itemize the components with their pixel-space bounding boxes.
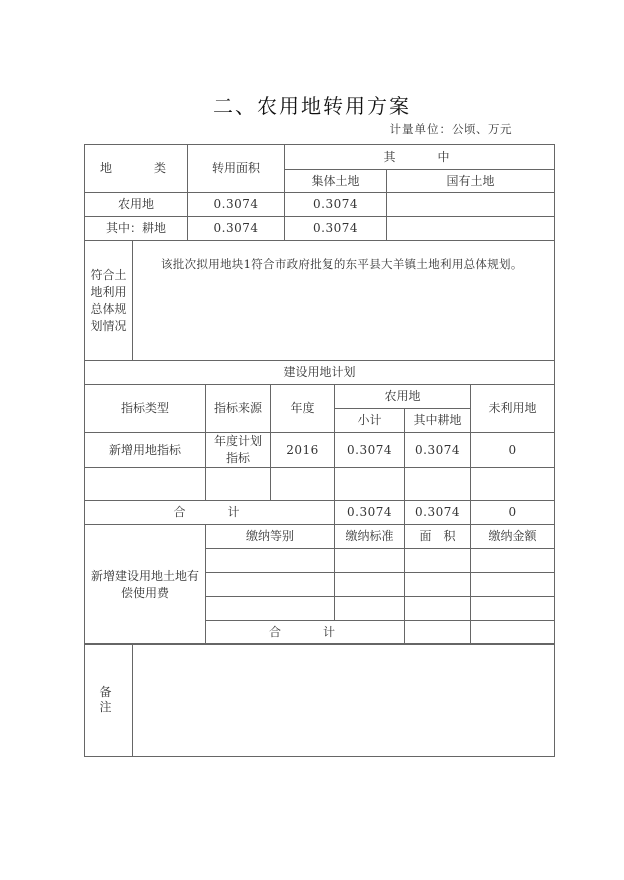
cell-indicator-type [85, 468, 206, 501]
row-label: 农用地 [85, 193, 188, 217]
header-conversion-area: 转用面积 [188, 145, 285, 193]
total-row [85, 501, 555, 525]
header-fee-amount: 缴纳金额 [471, 525, 555, 549]
unit-label: 计量单位： [389, 122, 452, 136]
header-indicator-type: 指标类型 [85, 385, 206, 433]
row-state [387, 217, 555, 241]
cell-subtotal: 0.3074 [335, 433, 405, 468]
construction-plan-title: 建设用地计划 [85, 361, 555, 385]
cell-subtotal [335, 468, 405, 501]
row-state [387, 193, 555, 217]
cell-indicator-source: 年度计划指标 [206, 433, 271, 468]
plan-compliance-label: 符合土地利用总体规划情况 [85, 241, 133, 361]
plan-compliance-text: 该批次拟用地块1符合市政府批复的东平县大羊镇土地利用总体规划。 [133, 241, 555, 361]
cell-cultivated [405, 468, 471, 501]
cell-year [271, 468, 335, 501]
construction-plan-table [84, 360, 555, 645]
remarks-label: 备 注 [85, 644, 133, 757]
total-unused: 0 [471, 501, 555, 525]
header-land-type: 地 类 [85, 145, 188, 193]
table-row [85, 468, 555, 501]
row-area: 0.3074 [188, 193, 285, 217]
total-label: 合 计 [85, 501, 335, 525]
fee-total-label: 合 计 [206, 621, 405, 645]
measurement-unit [390, 121, 513, 137]
row-area: 0.3074 [188, 217, 285, 241]
cell-unused [471, 468, 555, 501]
table-row [85, 193, 555, 217]
header-year: 年度 [271, 385, 335, 433]
row-collective: 0.3074 [285, 217, 387, 241]
page-title: 二、农用地转用方案 [213, 94, 411, 118]
cell-unused: 0 [471, 433, 555, 468]
cell-year: 2016 [271, 433, 335, 468]
header-unused-land: 未利用地 [471, 385, 555, 433]
header-fee-grade: 缴纳等别 [206, 525, 335, 549]
total-subtotal: 0.3074 [335, 501, 405, 525]
table-row [85, 433, 555, 468]
cell-indicator-type: 新增用地指标 [85, 433, 206, 468]
header-farmland: 农用地 [335, 385, 471, 409]
cell-cultivated: 0.3074 [405, 433, 471, 468]
row-label: 其中：耕地 [85, 217, 188, 241]
header-state-land: 国有土地 [387, 170, 555, 193]
table-row [85, 217, 555, 241]
unit-value: 公顷、万元 [452, 122, 512, 136]
row-collective: 0.3074 [285, 193, 387, 217]
header-collective-land: 集体土地 [285, 170, 387, 193]
remarks-content [133, 644, 555, 757]
header-fee-area: 面 积 [405, 525, 471, 549]
cell-indicator-source [206, 468, 271, 501]
land-conversion-table [84, 144, 555, 361]
header-cultivated: 其中耕地 [405, 409, 471, 433]
header-fee-standard: 缴纳标准 [335, 525, 405, 549]
header-subtotal: 小计 [335, 409, 405, 433]
remarks-table [84, 643, 555, 757]
total-cultivated: 0.3074 [405, 501, 471, 525]
header-among: 其 中 [285, 145, 555, 170]
header-indicator-source: 指标来源 [206, 385, 271, 433]
fee-label: 新增建设用地土地有偿使用费 [85, 525, 206, 645]
